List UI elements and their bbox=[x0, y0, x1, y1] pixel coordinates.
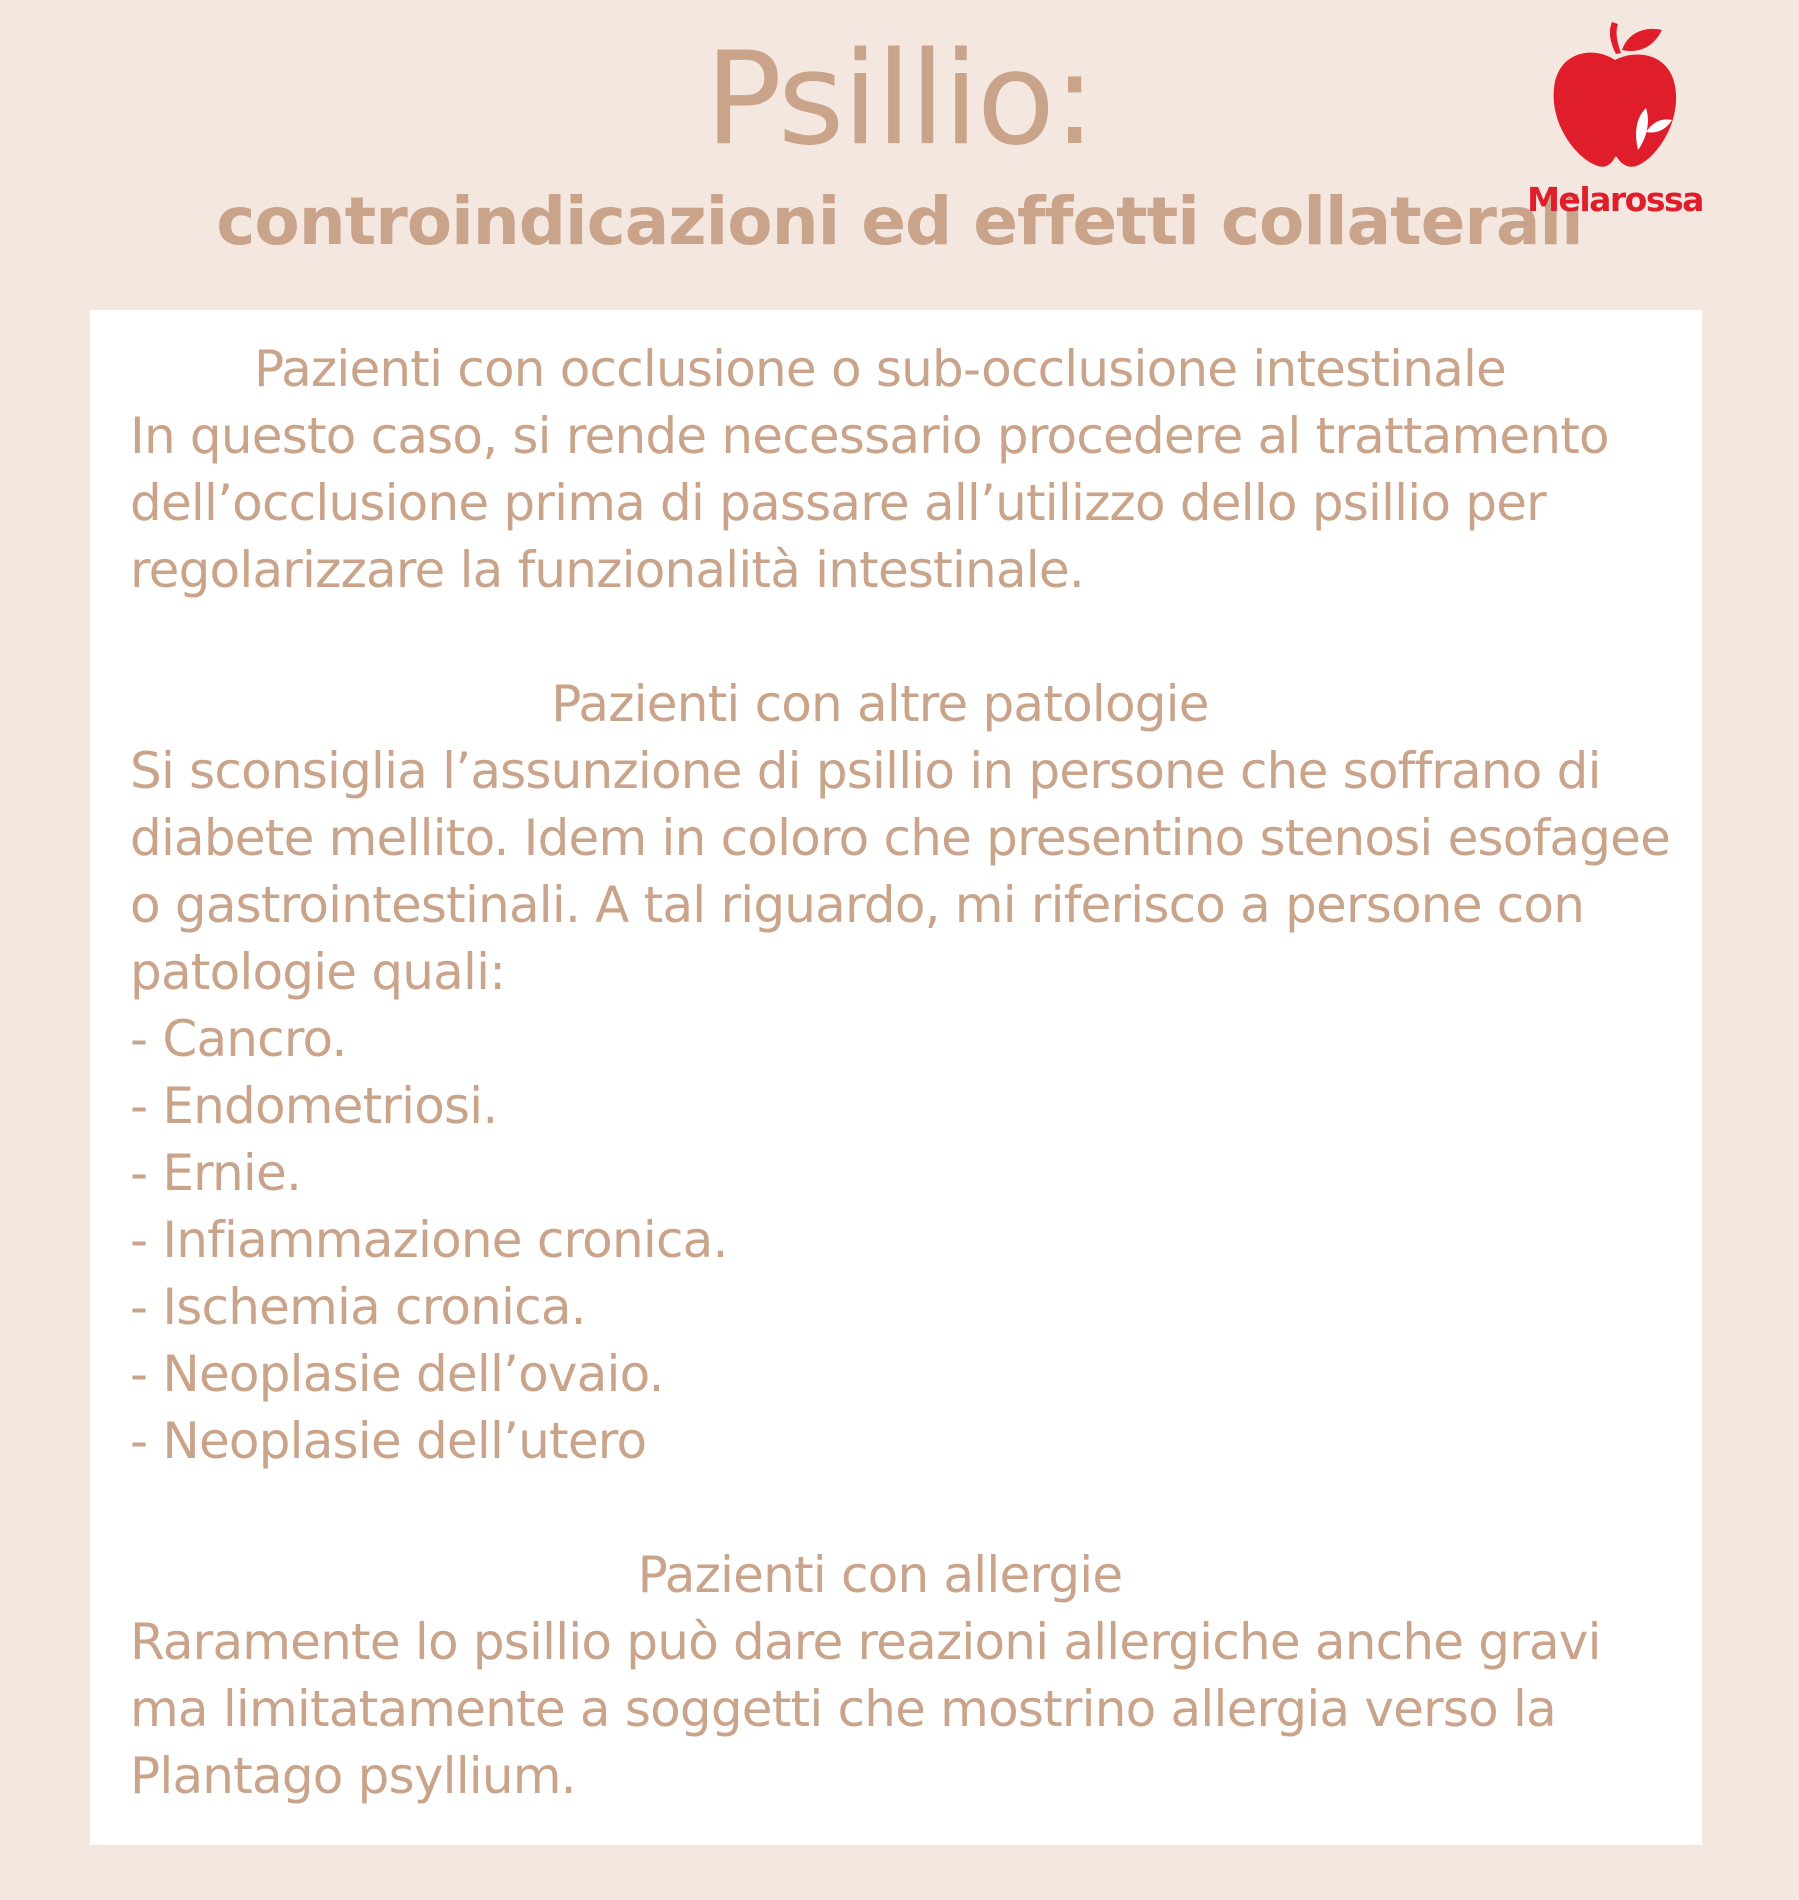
paragraph-line: Plantago psyllium. bbox=[130, 1747, 576, 1805]
header bbox=[0, 0, 1799, 300]
paragraph-line: In questo caso, si rende necessario procedere al trattamento bbox=[130, 407, 1609, 465]
paragraph-line: Si sconsiglia l’assunzione di psillio in persone che soffrano di bbox=[130, 742, 1601, 800]
page-subtitle: controindicazioni ed effetti collaterali bbox=[216, 183, 1583, 260]
paragraph-line: patologie quali: bbox=[130, 943, 506, 1001]
logo-text: Melarossa bbox=[1527, 180, 1703, 219]
spacer bbox=[130, 604, 1680, 671]
spacer bbox=[130, 1475, 1680, 1542]
paragraph-line: dell’occlusione prima di passare all’utilizzo dello psillio per bbox=[130, 474, 1546, 532]
content bbox=[130, 336, 1680, 1810]
list-item: - Infiammazione cronica. bbox=[130, 1211, 728, 1269]
content-card bbox=[90, 310, 1702, 1845]
logo bbox=[1515, 20, 1715, 230]
section-heading-occlusione: Pazienti con occlusione o sub-occlusione intestinale bbox=[253, 340, 1507, 398]
list-item: - Cancro. bbox=[130, 1010, 347, 1068]
section-heading-altre-patologie: Pazienti con altre patologie bbox=[551, 675, 1209, 733]
pathology-list bbox=[130, 1006, 1680, 1475]
list-item: - Neoplasie dell’utero bbox=[130, 1412, 647, 1470]
section-heading-allergie: Pazienti con allergie bbox=[637, 1546, 1123, 1604]
apple-icon bbox=[1550, 20, 1680, 170]
page-title: Psillio: bbox=[704, 25, 1095, 174]
paragraph-line: Raramente lo psillio può dare reazioni allergiche anche gravi bbox=[130, 1613, 1601, 1671]
paragraph-line: ma limitatamente a soggetti che mostrino allergia verso la bbox=[130, 1680, 1556, 1738]
paragraph-line: diabete mellito. Idem in coloro che presentino stenosi esofagee bbox=[130, 809, 1671, 867]
list-item: - Neoplasie dell’ovaio. bbox=[130, 1345, 664, 1403]
paragraph-line: regolarizzare la funzionalità intestinale. bbox=[130, 541, 1084, 599]
list-item: - Ischemia cronica. bbox=[130, 1278, 586, 1336]
list-item: - Ernie. bbox=[130, 1144, 302, 1202]
list-item: - Endometriosi. bbox=[130, 1077, 498, 1135]
paragraph-line: o gastrointestinali. A tal riguardo, mi riferisco a persone con bbox=[130, 876, 1585, 934]
